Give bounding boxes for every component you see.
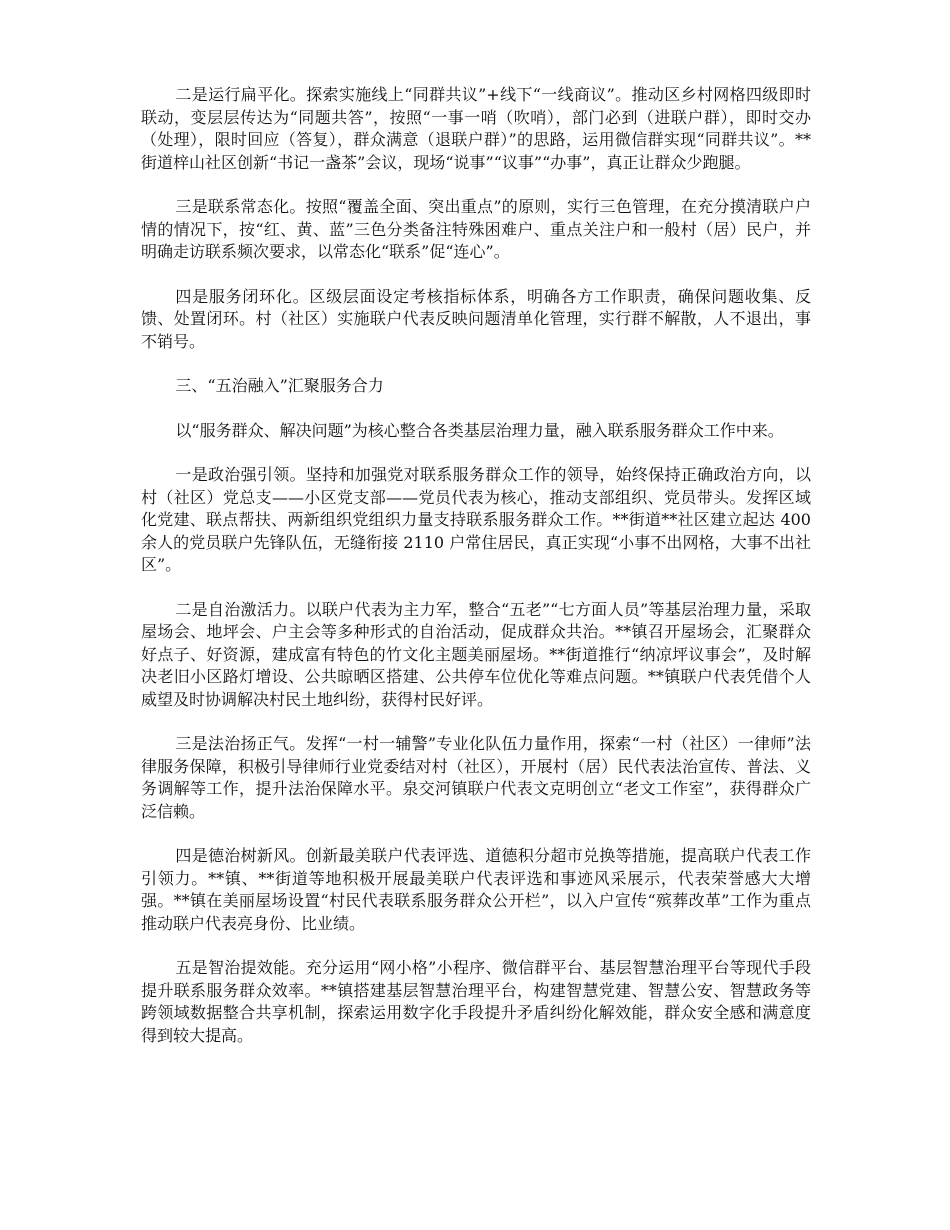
paragraph-flattened-operation: 二是运行扁平化。探索实施线上“同群共议”+线下“一线商议”。推动区乡村网格四级即时联动，变层层传达为“同题共答”，按照“一事一哨（吹哨），部门必到（进联户群），即时交办（处理），限时回应（答复），群众满意（退联户群）”的思路，运用微信群实现“同群共议”。**街道梓山社区创新“书记一盏茶”会议，现场“说事”“议事”“办事”，真正让群众少跑腿。	[141, 85, 811, 172]
paragraph-self-governance: 二是自治激活力。以联户代表为主力军，整合“五老”“七方面人员”等基层治理力量，采取屋场会、地坪会、户主会等多种形式的自治活动，促成群众共治。**镇召开屋场会，汇聚群众好点子、好资源，建成富有特色的竹文化主题美丽屋场。**街道推行“纳凉坪议事会”，及时解决老旧小区路灯增设、公共晾晒区搭建、公共停车位优化等难点问题。**镇联户代表凭借个人威望及时协调解决村民土地纠纷，获得村民好评。	[141, 599, 811, 709]
paragraph-smart-governance: 五是智治提效能。充分运用“网小格”小程序、微信群平台、基层智慧治理平台等现代手段提升联系服务群众效率。**镇搭建基层智慧治理平台，构建智慧党建、智慧公安、智慧政务等跨领域数据整合共享机制，探索运用数字化手段提升矛盾纠纷化解效能，群众安全感和满意度得到较大提高。	[141, 958, 811, 1045]
paragraph-rule-of-law: 三是法治扬正气。发挥“一村一辅警”专业化队伍力量作用，探索“一村（社区）一律师”法律服务保障，积极引导律师行业党委结对村（社区），开展村（居）民代表法治宣传、普法、义务调解等工作，提升法治保障水平。泉交河镇联户代表文克明创立“老文工作室”，获得群众广泛信赖。	[141, 734, 811, 821]
paragraph-section-intro: 以“服务群众、解决问题”为核心整合各类基层治理力量，融入联系服务群众工作中来。	[175, 420, 784, 440]
document-body	[141, 84, 811, 1069]
paragraph-regular-contact: 三是联系常态化。按照“覆盖全面、突出重点”的原则，实行三色管理，在充分摸清联户户情的情况下，按“红、黄、蓝”三色分类备注特殊困难户、重点关注户和一般村（居）民户，并明确走访联系频次要求，以常态化“联系”促“连心”。	[141, 197, 811, 261]
paragraph-political-leadership: 一是政治强引领。坚持和加强党对联系服务群众工作的领导，始终保持正确政治方向，以村（社区）党总支——小区党支部——党员代表为核心，推动支部组织、党员带头。发挥区域化党建、联点帮扶、两新组织党组织力量支持联系服务群众工作。**街道**社区建立起达 400 余人的党员联户先锋队伍，无缝衔接 2110 户常住居民，真正实现“小事不出网格，大事不出社区”。	[141, 465, 811, 574]
section-heading-five-governance: 三、“五治融入”汇聚服务合力	[175, 376, 384, 395]
paragraph-closed-loop-service: 四是服务闭环化。区级层面设定考核指标体系，明确各方工作职责，确保问题收集、反馈、处置闭环。村（社区）实施联户代表反映问题清单化管理，实行群不解散，人不退出，事不销号。	[141, 286, 811, 351]
paragraph-moral-governance: 四是德治树新风。创新最美联户代表评选、道德积分超市兑换等措施，提高联户代表工作引领力。**镇、**街道等地积极开展最美联户代表评选和事迹风采展示，代表荣誉感大大增强。**镇在美丽屋场设置“村民代表联系服务群众公开栏”，以入户宣传“殡葬改革”工作为重点推动联户代表亮身份、比业绩。	[141, 846, 811, 933]
